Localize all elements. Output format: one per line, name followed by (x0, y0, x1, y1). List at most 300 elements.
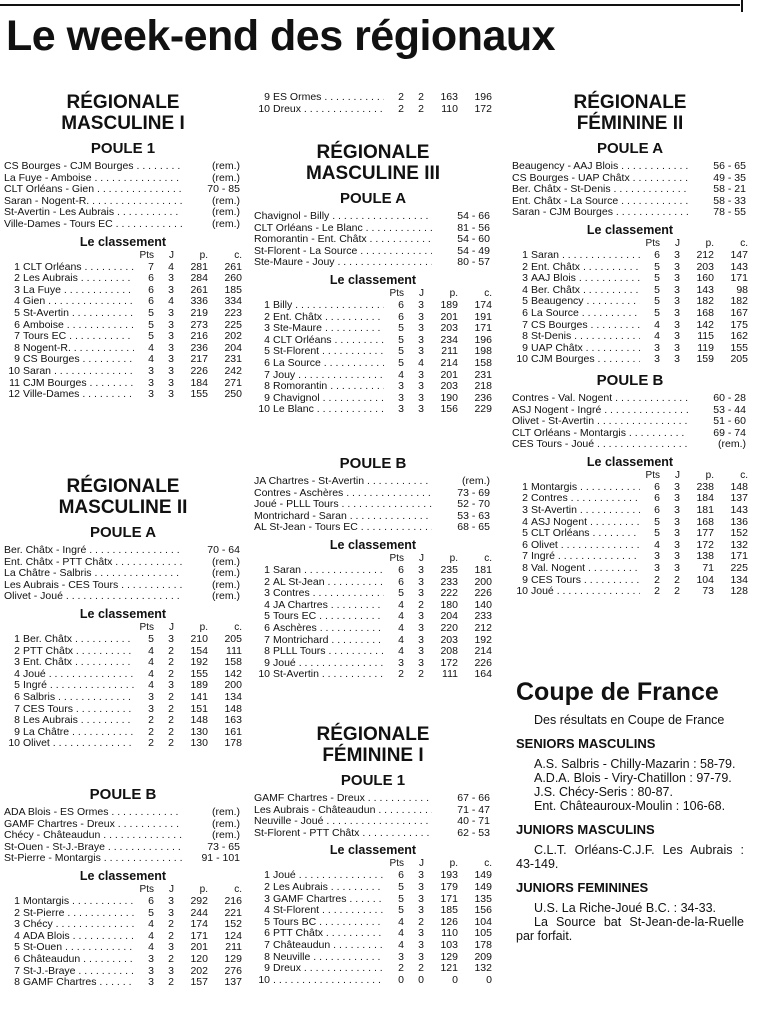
points-against: 185 (224, 283, 242, 296)
match-score: (rem.) (212, 217, 240, 230)
poule-heading: POULE 1 (90, 140, 156, 157)
games-played: 3 (674, 295, 680, 308)
result-line: A.D.A. Blois - Viry-Chatillon : 97-79. (534, 771, 732, 785)
rank: 6 (14, 952, 20, 965)
rank: 3 (14, 283, 20, 296)
points: 2 (654, 585, 660, 598)
points: 6 (148, 283, 154, 296)
points-against: 226 (474, 587, 492, 600)
points: 2 (398, 668, 404, 681)
match-score: 69 - 74 (713, 426, 746, 439)
games-played: 3 (418, 938, 424, 951)
match-row (4, 591, 242, 603)
table-row (254, 588, 492, 600)
points-against: 209 (474, 950, 492, 963)
team-name: Tours BC . . . (273, 917, 384, 929)
points: 5 (654, 306, 660, 319)
games-played: 3 (674, 260, 680, 273)
table-row (254, 104, 492, 116)
points-for: 73 (702, 585, 714, 598)
games-played: 3 (674, 504, 680, 517)
points: 4 (654, 538, 660, 551)
team-name: St-Florent . . . (273, 905, 384, 917)
team-name: Contres . . . (531, 493, 640, 505)
points: 3 (148, 376, 154, 389)
match-teams: St-Avertin - Les Aubrais . . . (4, 207, 182, 219)
points: 5 (654, 527, 660, 540)
match-score: 52 - 70 (457, 498, 490, 511)
team-name: Ent. Châtx . . . (531, 262, 640, 274)
games-played: 4 (418, 356, 424, 369)
match-teams: Olivet - St-Avertin . . . (512, 416, 688, 428)
points-against: 171 (474, 322, 492, 335)
points: 3 (654, 550, 660, 563)
match-teams: St-Florent - PTT Châtx . . . (254, 828, 432, 840)
points: 4 (148, 644, 154, 657)
points-against: 236 (474, 391, 492, 404)
match-teams: Ent. Châtx - La Source . . . (512, 196, 688, 208)
team-name: Ent. Châtx . . . (23, 657, 134, 669)
games-played: 3 (168, 272, 174, 285)
team-name: PTT Châtx . . . (273, 928, 384, 940)
category-heading: SENIORS MASCULINS (516, 736, 656, 751)
points-for: 103 (440, 938, 458, 951)
team-name: Ent. Châtx . . . (273, 312, 384, 324)
games-played: 3 (168, 941, 174, 954)
points-for: 244 (190, 906, 208, 919)
match-teams: Contres - Aschères . . . (254, 488, 432, 500)
result-list (516, 757, 744, 813)
col-pts: Pts (139, 621, 154, 633)
points-against: 174 (474, 298, 492, 311)
points: 3 (398, 656, 404, 669)
games-played: 2 (168, 725, 174, 738)
points-against: 148 (224, 702, 242, 715)
team-name: JA Chartres . . . (273, 600, 384, 612)
points-for: 192 (190, 656, 208, 669)
points: 2 (398, 91, 404, 103)
points-for: 168 (696, 515, 714, 528)
table-row (254, 92, 492, 104)
rank: 3 (14, 656, 20, 669)
team-name: Olivet . . . (531, 540, 640, 552)
rank: 5 (14, 679, 20, 692)
points-against: 271 (224, 376, 242, 389)
team-name: Jouy . . . (273, 370, 384, 382)
games-played: 2 (168, 952, 174, 965)
points-for: 177 (696, 527, 714, 540)
table-row (254, 565, 492, 577)
match-score: 73 - 65 (207, 840, 240, 853)
classement-heading: Le classement (79, 868, 167, 883)
points-for: 121 (440, 962, 458, 975)
match-row (254, 234, 492, 246)
games-played: 0 (418, 973, 424, 986)
match-score: (rem.) (212, 555, 240, 568)
classement-heading: Le classement (586, 222, 674, 237)
points: 3 (148, 964, 154, 977)
standings-table (254, 288, 492, 416)
team-name: CJM Bourges . . . (23, 378, 134, 390)
rank: 10 (258, 403, 270, 416)
table-row (4, 896, 242, 908)
points-against: 147 (730, 248, 748, 261)
match-teams: Ber. Châtx - St-Denis . . . (512, 184, 688, 196)
column-right (512, 0, 748, 1024)
match-teams: AL St-Jean - Tours EC . . . (254, 522, 432, 534)
match-row (4, 196, 242, 208)
points-for: 174 (190, 918, 208, 931)
section-regionale-masculine-3 (254, 142, 492, 416)
team-name: Billy . . . (273, 300, 384, 312)
match-teams: Chécy - Châteaudun . . . (4, 830, 182, 842)
match-row (4, 568, 242, 580)
match-row (254, 511, 492, 523)
games-played: 3 (418, 298, 424, 311)
games-played: 3 (418, 927, 424, 940)
games-played: 2 (418, 915, 424, 928)
col-j: J (419, 552, 424, 564)
table-header (4, 250, 242, 262)
team-name: CS Bourges . . . (23, 354, 134, 366)
points-for: 190 (440, 391, 458, 404)
match-row (512, 161, 748, 173)
rank: 10 (516, 585, 528, 598)
games-played: 3 (674, 248, 680, 261)
team-name: CES Tours . . . (23, 704, 134, 716)
table-row (4, 954, 242, 966)
rank: 1 (14, 632, 20, 645)
games-played: 3 (418, 403, 424, 416)
header-spacer (512, 238, 640, 250)
team-name: Les Aubrais . . . (273, 882, 384, 894)
table-row (4, 389, 242, 401)
points-for: 119 (697, 341, 714, 354)
points-against: 198 (474, 345, 492, 358)
points-against: 204 (224, 341, 242, 354)
games-played: 2 (674, 573, 680, 586)
games-played: 2 (418, 598, 424, 611)
points: 6 (654, 248, 660, 261)
table-row (4, 715, 242, 727)
points-against: 149 (474, 880, 492, 893)
col-pts: Pts (389, 552, 404, 564)
games-played: 3 (418, 587, 424, 600)
result-list (516, 901, 744, 943)
points: 5 (148, 306, 154, 319)
match-row (254, 223, 492, 235)
rank: 5 (264, 915, 270, 928)
points-for: 203 (440, 322, 458, 335)
points-for: 129 (440, 950, 458, 963)
team-name: Tours EC . . . (23, 331, 134, 343)
match-teams: Montrichard - Saran . . . (254, 511, 432, 523)
points: 4 (398, 915, 404, 928)
classement-heading: Le classement (586, 454, 674, 469)
rank: 1 (264, 869, 270, 882)
section-regionale-masculine-2 (4, 476, 242, 750)
team-name (273, 975, 384, 987)
points: 4 (148, 929, 154, 942)
classement-heading: Le classement (79, 606, 167, 621)
match-list (254, 211, 492, 269)
table-row (254, 940, 492, 952)
points-against: 196 (474, 91, 492, 103)
match-list (4, 545, 242, 603)
points: 6 (654, 480, 660, 493)
points-for: 216 (190, 330, 208, 343)
points-against: 163 (224, 714, 242, 727)
games-played: 2 (418, 668, 424, 681)
points: 5 (398, 880, 404, 893)
team-name: Ste-Maure . . . (273, 323, 384, 335)
table-row (4, 366, 242, 378)
col-p: p. (705, 237, 714, 249)
points: 4 (398, 368, 404, 381)
points-for: 284 (190, 272, 208, 285)
table-row (4, 273, 242, 285)
match-teams: Ent. Châtx - PTT Châtx . . . (4, 557, 182, 569)
category-heading: JUNIORS FEMININES (516, 880, 649, 895)
match-score: (rem.) (212, 206, 240, 219)
games-played: 3 (168, 632, 174, 645)
standings-table (254, 92, 492, 115)
points: 3 (148, 976, 154, 989)
team-name: PLLL Tours . . . (273, 646, 384, 658)
points-against: 143 (730, 504, 748, 517)
team-name: CS Bourges . . . (531, 320, 640, 332)
games-played: 3 (168, 679, 174, 692)
match-list (254, 793, 492, 839)
match-row (4, 161, 242, 173)
points-for: 204 (440, 610, 458, 623)
team-name: Nogent-R. . . . (23, 343, 134, 355)
match-teams: CLT Orléans - Gien . . . (4, 184, 182, 196)
table-row (254, 381, 492, 393)
games-played: 3 (674, 562, 680, 575)
table-row (254, 905, 492, 917)
rank: 4 (14, 295, 20, 308)
rank: 6 (264, 356, 270, 369)
games-played: 3 (168, 353, 174, 366)
match-row (4, 184, 242, 196)
points: 4 (148, 353, 154, 366)
match-row (512, 207, 748, 219)
rank: 1 (522, 480, 528, 493)
games-played: 3 (418, 391, 424, 404)
team-name: Olivet . . . (23, 738, 134, 750)
team-name: ASJ Nogent . . . (531, 517, 640, 529)
match-teams: Les Aubrais - Châteaudun . . . (254, 805, 432, 817)
points-against: 111 (226, 644, 242, 657)
team-name: Ville-Dames . . . (23, 389, 134, 401)
match-teams: Chavignol - Billy . . . (254, 211, 432, 223)
classement-heading: Le classement (329, 272, 417, 287)
points: 3 (654, 341, 660, 354)
points-for: 184 (696, 492, 714, 505)
team-name: CES Tours . . . (531, 575, 640, 587)
points: 7 (148, 260, 154, 273)
team-name: Montargis . . . (531, 482, 640, 494)
games-played: 3 (418, 892, 424, 905)
games-played: 3 (168, 318, 174, 331)
points-for: 189 (440, 298, 458, 311)
team-name: Tours EC . . . (273, 611, 384, 623)
games-played: 3 (674, 492, 680, 505)
match-row (512, 428, 748, 440)
col-j: J (419, 287, 424, 299)
table-row (512, 250, 748, 262)
points: 4 (398, 938, 404, 951)
match-teams: CS Bourges - UAP Châtx . . . (512, 173, 688, 185)
points-for: 163 (440, 91, 458, 103)
games-played: 2 (168, 918, 174, 931)
column-left (4, 0, 242, 1024)
points: 5 (398, 587, 404, 600)
rank: 2 (14, 644, 20, 657)
points: 2 (654, 573, 660, 586)
points-against: 205 (224, 632, 242, 645)
result-line: La Source bat St-Jean-de-la-Ruelle par forfait. (516, 915, 744, 943)
team-name: Les Aubrais . . . (23, 715, 134, 727)
points: 3 (654, 353, 660, 366)
header-spacer (254, 858, 384, 870)
games-played: 3 (168, 388, 174, 401)
team-name: Dreux . . . (273, 104, 384, 116)
coupe-title: Coupe de France (516, 678, 719, 706)
match-score: (rem.) (212, 160, 240, 172)
match-score: 49 - 35 (713, 171, 746, 184)
rank: 9 (14, 353, 20, 366)
points: 3 (148, 388, 154, 401)
table-row (254, 963, 492, 975)
games-played: 2 (418, 962, 424, 975)
points-for: 226 (190, 364, 208, 377)
points: 4 (148, 941, 154, 954)
rank: 6 (522, 306, 528, 319)
rank: 3 (264, 587, 270, 600)
points-against: 124 (224, 929, 242, 942)
match-row (254, 816, 492, 828)
points-for: 160 (696, 272, 714, 285)
points: 6 (398, 563, 404, 576)
match-teams: ASJ Nogent - Ingré . . . (512, 405, 688, 417)
points-against: 202 (224, 330, 242, 343)
points-against: 134 (224, 690, 242, 703)
match-row (4, 219, 242, 231)
games-played: 3 (674, 283, 680, 296)
result-line: A.S. Salbris - Chilly-Mazarin : 58-79. (534, 757, 736, 771)
match-score: 78 - 55 (713, 206, 746, 219)
points-for: 155 (190, 388, 208, 401)
coupe-intro: Des résultats en Coupe de France (534, 713, 725, 727)
match-row (254, 246, 492, 258)
points-for: 179 (440, 880, 458, 893)
points-for: 208 (440, 645, 458, 658)
points-for: 238 (696, 480, 714, 493)
points-for: 193 (440, 869, 458, 882)
section-title: RÉGIONALE MASCULINE I (61, 92, 185, 134)
points: 6 (398, 575, 404, 588)
points: 3 (398, 391, 404, 404)
games-played: 3 (168, 364, 174, 377)
rank: 8 (14, 341, 20, 354)
match-row (254, 499, 492, 511)
points-against: 226 (474, 656, 492, 669)
match-list (4, 161, 242, 231)
col-c: c. (234, 249, 242, 261)
col-pts: Pts (645, 237, 660, 249)
points-for: 235 (440, 563, 458, 576)
team-name: Saran . . . (273, 565, 384, 577)
points: 5 (398, 356, 404, 369)
points-for: 182 (696, 295, 714, 308)
match-row (4, 580, 242, 592)
rank: 8 (264, 645, 270, 658)
col-c: c. (234, 883, 242, 895)
points-against: 171 (730, 272, 748, 285)
team-name: CLT Orléans . . . (273, 335, 384, 347)
points-for: 171 (190, 929, 208, 942)
points-against: 149 (474, 869, 492, 882)
games-played: 4 (168, 260, 174, 273)
team-name: Joué . . . (531, 586, 640, 598)
header-spacer (4, 250, 134, 262)
team-name: Montargis . . . (23, 896, 134, 908)
section-regionale-feminine-2 (512, 92, 748, 598)
rank: 1 (522, 248, 528, 261)
games-played: 3 (418, 950, 424, 963)
points-against: 229 (474, 403, 492, 416)
points-against: 212 (474, 621, 492, 634)
points-against: 158 (224, 656, 242, 669)
match-score: 56 - 65 (713, 160, 746, 172)
points: 6 (398, 298, 404, 311)
col-p: p. (449, 287, 458, 299)
rank: 1 (264, 563, 270, 576)
games-played: 3 (674, 527, 680, 540)
match-teams: St-Florent - La Source . . . (254, 246, 432, 258)
points-for: 203 (440, 633, 458, 646)
points-for: 281 (190, 260, 208, 273)
table-row (4, 692, 242, 704)
points-for: 201 (190, 941, 208, 954)
standings-table (254, 858, 492, 986)
points-against: 200 (474, 575, 492, 588)
points-for: 154 (190, 644, 208, 657)
poule-heading: POULE B (89, 786, 157, 803)
col-j: J (169, 883, 174, 895)
games-played: 3 (674, 306, 680, 319)
match-score: 68 - 65 (457, 521, 490, 534)
rank: 7 (522, 550, 528, 563)
col-p: p. (705, 469, 714, 481)
points-for: 203 (696, 260, 714, 273)
team-name: St-Avertin . . . (531, 505, 640, 517)
match-teams: Romorantin - Ent. Châtx . . . (254, 234, 432, 246)
points-against: 233 (474, 610, 492, 623)
match-teams: GAMF Chartres - Dreux . . . (4, 819, 182, 831)
result-list (516, 843, 744, 871)
points: 6 (398, 869, 404, 882)
table-row (512, 586, 748, 598)
points-for: 142 (696, 318, 714, 331)
points-for: 202 (190, 964, 208, 977)
points-against: 225 (730, 562, 748, 575)
table-row (4, 977, 242, 989)
points-for: 217 (190, 353, 208, 366)
col-c: c. (740, 469, 748, 481)
